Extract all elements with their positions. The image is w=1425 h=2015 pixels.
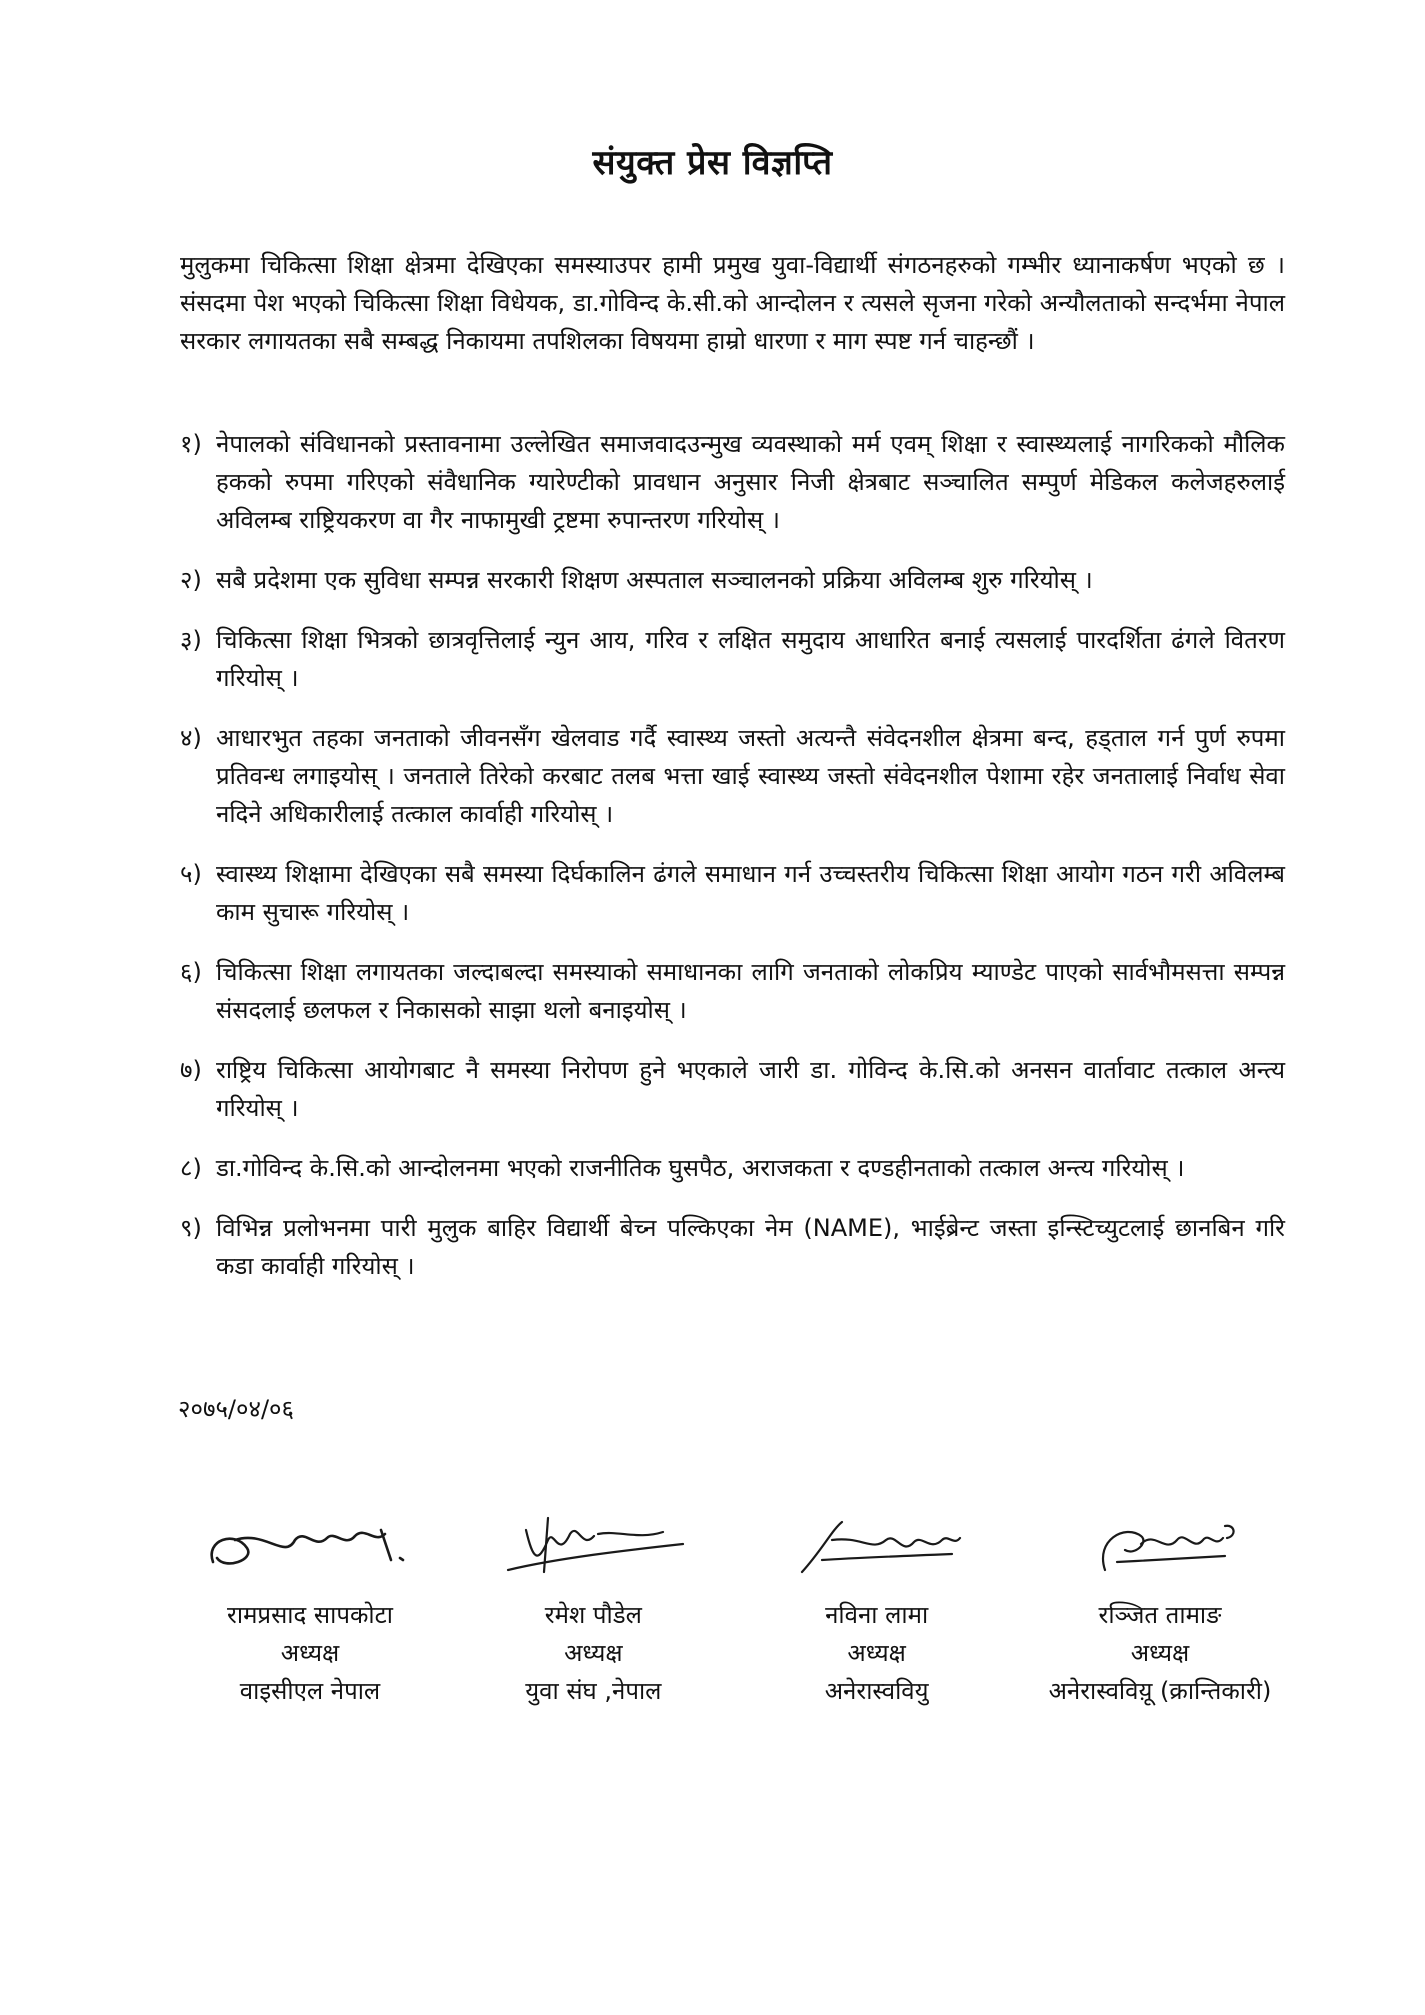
signatory-4 (1030, 1500, 1290, 1710)
point-number: ६) (180, 958, 202, 986)
signatory-name: रञ्जित तामाङ (1098, 1601, 1222, 1629)
point-number: ९) (180, 1214, 202, 1242)
point-number: ४) (180, 724, 202, 752)
point-text: विभिन्न प्रलोभनमा पारी मुलुक बाहिर विद्यार्थी बेच्न पल्किएका नेम (NAME), भाईब्रेन्ट जस्ता इन्स्टिच्युटलाई छानबिन गरि कडा कार्वाही गरियोस् । (216, 1214, 1285, 1280)
signatory-role: अध्यक्ष (564, 1639, 623, 1667)
signatory-name: रमेश पौडेल (544, 1601, 642, 1629)
signatory-role: अध्यक्ष (1130, 1639, 1190, 1667)
signatory-org: अनेरास्वविय़ू (क्रान्तिकारी) (1048, 1677, 1272, 1705)
demands-list (180, 425, 1285, 1307)
document-date: २०७५/०४/०६ (178, 1395, 295, 1423)
list-item (180, 561, 1285, 599)
handwritten-signature (1045, 1500, 1275, 1592)
handwritten-signature (478, 1500, 708, 1592)
point-text: चिकित्सा शिक्षा लगायतका जल्दाबल्दा समस्याको समाधानका लागि जनताको लोकप्रिय म्याण्डेट पाएको सार्वभौमसत्ता सम्पन्न संसदलाई छलफल र निकासको साझा थलो बनाइयोस् । (216, 958, 1285, 1024)
point-text: नेपालको संविधानको प्रस्तावनामा उल्लेखित समाजवादउन्मुख व्यवस्थाको मर्म एवम् शिक्षा र स्वास्थ्यलाई नागरिकको मौलिक हकको रुपमा गरिएको संवैधानिक ग्यारेण्टीको प्रावधान अनुसार निजी क्षेत्रबाट सञ्चालित सम्पुर्ण मेडिकल कलेजहरुलाई अविलम्ब राष्ट्रियकरण वा गैर नाफामुखी ट्रष्टमा रुपान्तरण गरियोस् । (216, 430, 1285, 534)
list-item (180, 1149, 1285, 1187)
signatory-2 (463, 1500, 723, 1710)
signatory-3 (747, 1500, 1007, 1710)
point-text: स्वास्थ्य शिक्षामा देखिएका सबै समस्या दिर्घकालिन ढंगले समाधान गर्न उच्चस्तरीय चिकित्सा शिक्षा आयोग गठन गरी अविलम्ब काम सुचारू गरियोस् । (216, 860, 1285, 926)
point-number: २) (180, 566, 202, 594)
signatory-1 (180, 1500, 440, 1710)
signatory-role: अध्यक्ष (280, 1639, 340, 1667)
signatory-role: अध्यक्ष (847, 1639, 906, 1667)
list-item (180, 953, 1285, 1029)
point-text: सबै प्रदेशमा एक सुविधा सम्पन्न सरकारी शिक्षण अस्पताल सञ्चालनको प्रक्रिया अविलम्ब शुरु गरियोस् । (216, 566, 1093, 594)
handwritten-signature (762, 1500, 992, 1592)
list-item (180, 719, 1285, 833)
signatory-org: युवा संघ ,नेपाल (525, 1677, 662, 1705)
signatory-name: नविना लामा (825, 1601, 929, 1629)
point-number: ७) (180, 1056, 202, 1084)
signatories-block (180, 1500, 1290, 1710)
signatory-name: रामप्रसाद सापकोटा (227, 1601, 393, 1629)
signatory-org: अनेरास्ववियु (824, 1677, 929, 1705)
point-text: डा.गोविन्द के.सि.को आन्दोलनमा भएको राजनीतिक घुसपैठ, अराजकता र दण्डहीनताको तत्काल अन्त्य गरियोस् । (216, 1154, 1185, 1182)
point-number: १) (180, 430, 202, 458)
point-number: ५) (180, 860, 202, 888)
point-text: चिकित्सा शिक्षा भित्रको छात्रवृत्तिलाई न्युन आय, गरिव र लक्षित समुदाय आधारित बनाई त्यसलाई पारदर्शिता ढंगले वितरण गरियोस् । (216, 626, 1285, 692)
list-item (180, 425, 1285, 539)
list-item (180, 855, 1285, 931)
point-number: ३) (180, 626, 202, 654)
point-text: राष्ट्रिय चिकित्सा आयोगबाट नै समस्या निरोपण हुने भएकाले जारी डा. गोविन्द के.सि.को अनसन वार्तावाट तत्काल अन्त्य गरियोस् । (216, 1056, 1285, 1122)
list-item (180, 1209, 1285, 1285)
signatory-org: वाइसीएल नेपाल (239, 1677, 381, 1705)
document-title: संयुक्त प्रेस विज्ञप्ति (592, 143, 833, 183)
point-text: आधारभुत तहका जनताको जीवनसँग खेलवाड गर्दै स्वास्थ्य जस्तो अत्यन्तै संवेदनशील क्षेत्रमा बन्द, हड्ताल गर्न पुर्ण रुपमा प्रतिवन्ध लगाइयोस् । जनताले तिरेको करबाट तलब भत्ता खाई स्वास्थ्य जस्तो संवेदनशील पेशामा रहेर जनतालाई निर्वाध सेवा नदिने अधिकारीलाई तत्काल कार्वाही गरियोस् । (216, 724, 1285, 828)
point-number: ८) (180, 1154, 202, 1182)
handwritten-signature (195, 1500, 425, 1592)
list-item (180, 621, 1285, 697)
list-item (180, 1051, 1285, 1127)
intro-paragraph: मुलुकमा चिकित्सा शिक्षा क्षेत्रमा देखिएका समस्याउपर हामी प्रमुख युवा-विद्यार्थी संगठनहरुको गम्भीर ध्यानाकर्षण भएको छ । संसदमा पेश भएको चिकित्सा शिक्षा विधेयक, डा.गोविन्द के.सी.को आन्दोलन र त्यसले सृजना गरेको अन्यौलताको सन्दर्भमा नेपाल सरकार लगायतका सबै सम्बद्ध निकायमा तपशिलका विषयमा हाम्रो धारणा र माग स्पष्ट गर्न चाहन्छौं । (180, 251, 1285, 355)
